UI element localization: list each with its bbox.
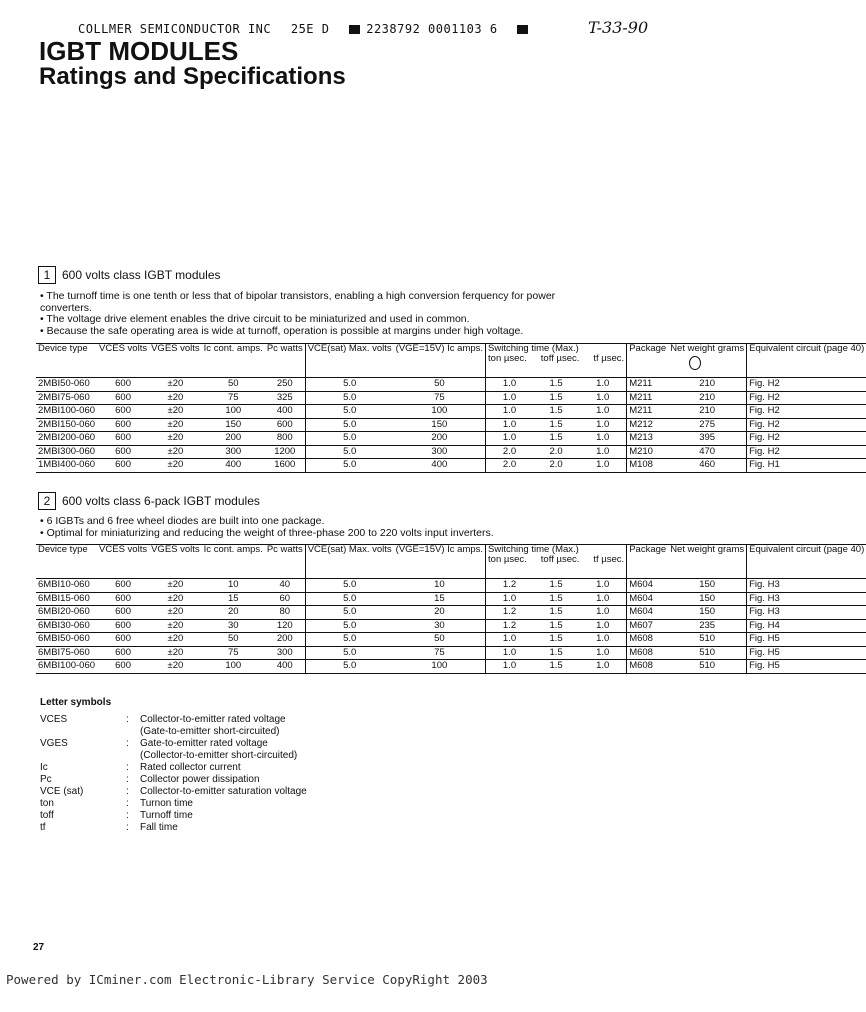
table-cell: 15 (394, 592, 486, 606)
bullet: • The voltage drive element enables the drive circuit to be miniaturized and used in common. (40, 313, 470, 325)
table-cell: 600 (97, 606, 149, 620)
table-cell: 395 (668, 432, 746, 446)
letter-symbol-row (40, 798, 307, 810)
table-cell: M608 (627, 646, 668, 660)
table-cell: 1.5 (533, 633, 579, 647)
spec-table-1 (36, 343, 866, 473)
table-cell: 100 (202, 660, 265, 674)
table-cell: 75 (202, 646, 265, 660)
table-cell: 10 (202, 579, 265, 593)
table-cell: 100 (202, 405, 265, 419)
table-cell: 1.2 (486, 606, 533, 620)
col-tf: tf µsec. (593, 352, 625, 364)
table-cell: 1.5 (533, 391, 579, 405)
table-cell: Fig. H3 (747, 592, 866, 606)
table-cell: 75 (394, 646, 486, 660)
table-cell: M108 (627, 459, 668, 473)
table-cell: 150 (394, 418, 486, 432)
bullet: • Optimal for miniaturizing and reducing the weight of three-phase 200 to 220 volts input inverters. (40, 526, 494, 539)
table-cell: 5.0 (305, 633, 393, 647)
table-cell: 5.0 (305, 660, 393, 674)
table-row (36, 418, 866, 432)
table-cell: Fig. H3 (747, 606, 866, 620)
table-row (36, 606, 866, 620)
symbol: VCE (sat) (40, 786, 84, 797)
table-cell: 1.5 (533, 579, 579, 593)
table-cell: 600 (97, 405, 149, 419)
table-cell: ±20 (149, 432, 202, 446)
table-cell: 600 (97, 445, 149, 459)
table-cell: 1.0 (486, 405, 533, 419)
table-cell: ±20 (149, 579, 202, 593)
col-toff: toff µsec. (540, 352, 580, 364)
table-cell: 600 (97, 579, 149, 593)
table-cell: ±20 (149, 378, 202, 392)
table-cell: 1.0 (579, 459, 627, 473)
symbol-description: (Collector-to-emitter short-circuited) (140, 750, 298, 761)
table-cell: 5.0 (305, 391, 393, 405)
spec-table-2 (36, 544, 866, 674)
table-cell: Fig. H2 (747, 378, 866, 392)
table-cell: 600 (97, 418, 149, 432)
col-vces: VCES volts (97, 545, 149, 579)
table-cell: 200 (265, 633, 305, 647)
device-type-cell: 6MBI50-060 (36, 633, 97, 647)
table-cell: 400 (265, 660, 305, 674)
col-switching (486, 545, 627, 579)
col-vcesat: VCE(sat) Max. volts (305, 344, 393, 378)
table-cell: 275 (668, 418, 746, 432)
table-cell: 1.5 (533, 418, 579, 432)
table-cell: 1.0 (579, 592, 627, 606)
symbol: VGES (40, 738, 68, 749)
symbol (40, 750, 126, 762)
table-cell: 600 (97, 378, 149, 392)
table-cell: M211 (627, 378, 668, 392)
table-cell: ±20 (149, 646, 202, 660)
table-cell: 600 (97, 619, 149, 633)
table-cell: 400 (394, 459, 486, 473)
table-cell: 800 (265, 432, 305, 446)
bullet: • 6 IGBTs and 6 free wheel diodes are built into one package. (40, 515, 325, 527)
barcode-mark (349, 25, 360, 34)
table-cell: 1.2 (486, 619, 533, 633)
table-cell: 510 (668, 633, 746, 647)
section2-heading (38, 492, 260, 510)
table-row (36, 391, 866, 405)
table-cell: Fig. H5 (747, 646, 866, 660)
col-switching (486, 344, 627, 378)
table-cell: M210 (627, 445, 668, 459)
table-cell: 50 (394, 378, 486, 392)
table-cell: M604 (627, 606, 668, 620)
table-cell: 5.0 (305, 646, 393, 660)
colon: : (126, 774, 129, 785)
table-cell: 15 (202, 592, 265, 606)
col-weight: Net weight grams (668, 545, 746, 579)
table-cell: 40 (265, 579, 305, 593)
table-cell: 400 (202, 459, 265, 473)
page-title: IGBT MODULES (39, 36, 239, 66)
bullet: • Because the safe operating area is wide at turnoff, operation is possible at margins under high voltage. (40, 324, 524, 337)
table-cell: ±20 (149, 391, 202, 405)
table-cell: 100 (394, 405, 486, 419)
section1-title: 600 volts class IGBT modules (62, 268, 221, 282)
symbol-description: Collector power dissipation (140, 774, 260, 785)
table-cell: 1.0 (486, 633, 533, 647)
table-cell: M608 (627, 660, 668, 674)
table-cell: Fig. H1 (747, 459, 866, 473)
table-cell: 80 (265, 606, 305, 620)
table-cell: ±20 (149, 445, 202, 459)
table-cell: 5.0 (305, 592, 393, 606)
col-vge-cond: (VGE=15V) Ic amps. (394, 545, 486, 579)
page-subtitle: Ratings and Specifications (39, 63, 346, 90)
table-cell: 600 (97, 633, 149, 647)
table-row (36, 432, 866, 446)
table-cell: Fig. H2 (747, 445, 866, 459)
table-cell: 600 (97, 432, 149, 446)
table-cell: Fig. H3 (747, 579, 866, 593)
table-cell: 325 (265, 391, 305, 405)
table-cell: 600 (97, 459, 149, 473)
col-vge-cond: (VGE=15V) Ic amps. (394, 344, 486, 378)
device-type-cell: 6MBI100-060 (38, 660, 96, 671)
table-cell: 1.0 (579, 391, 627, 405)
col-vges: VGES volts (149, 344, 202, 378)
table-cell: 510 (668, 660, 746, 674)
table-cell: 150 (202, 418, 265, 432)
table-cell: 150 (668, 606, 746, 620)
table-cell: 30 (394, 619, 486, 633)
table-cell: 5.0 (305, 579, 393, 593)
device-type-cell: 2MBI100-060 (38, 405, 96, 416)
table-cell: 1200 (265, 445, 305, 459)
table-cell: 100 (394, 660, 486, 674)
device-type-cell: 6MBI15-060 (36, 592, 97, 606)
col-package: Package (627, 545, 668, 579)
symbol-description: Collector-to-emitter saturation voltage (140, 786, 307, 797)
table-cell: 50 (202, 633, 265, 647)
table-cell: 600 (97, 660, 149, 674)
table-cell: 235 (668, 619, 746, 633)
table-cell: Fig. H4 (747, 619, 866, 633)
symbol-description: Turnon time (140, 798, 193, 809)
col-pc: Pc watts (265, 545, 305, 579)
table-cell: 1.5 (533, 405, 579, 419)
letter-symbol-row (40, 714, 307, 726)
table-cell: 300 (394, 445, 486, 459)
table-cell: ±20 (149, 606, 202, 620)
table-row (36, 592, 866, 606)
symbol-description: (Gate-to-emitter short-circuited) (140, 726, 280, 737)
section2-title: 600 volts class 6-pack IGBT modules (62, 494, 260, 508)
symbol-description: Collector-to-emitter rated voltage (140, 714, 286, 725)
colon: : (126, 738, 129, 749)
letter-symbols-title: Letter symbols (40, 697, 112, 708)
doc-header (78, 22, 534, 36)
table-cell: 1.0 (486, 432, 533, 446)
table-cell: 1.0 (579, 378, 627, 392)
table-cell: 2.0 (486, 445, 533, 459)
table-cell: 210 (668, 405, 746, 419)
table-cell: 1.0 (486, 646, 533, 660)
col-pc: Pc watts (265, 344, 305, 378)
table-cell: 1.0 (579, 619, 627, 633)
device-type-cell: 6MBI10-060 (36, 579, 97, 593)
col-vges: VGES volts (149, 545, 202, 579)
device-type-cell: 1MBI400-060 (38, 459, 96, 470)
table-cell: ±20 (149, 619, 202, 633)
table-cell: 5.0 (305, 418, 393, 432)
col-vcesat: VCE(sat) Max. volts (305, 545, 393, 579)
table-row (36, 646, 866, 660)
device-type-cell: 2MBI75-060 (36, 391, 97, 405)
col-circuit: Equivalent circuit (page 40) (747, 344, 866, 378)
bullet: • The turnoff time is one tenth or less that of bipolar transistors, enabling a high conversion ferquency for power converters. (40, 290, 556, 314)
table-cell: 5.0 (305, 445, 393, 459)
colon: : (126, 762, 129, 773)
symbol: toff (40, 810, 54, 821)
colon: : (126, 786, 129, 797)
table-cell: 5.0 (305, 378, 393, 392)
table-cell: 1.5 (533, 592, 579, 606)
table-cell: 1.0 (579, 405, 627, 419)
letter-symbol-row (40, 810, 307, 822)
table-cell: 1.0 (579, 660, 627, 674)
table-cell: 1.5 (533, 432, 579, 446)
device-type-cell: 6MBI30-060 (36, 619, 97, 633)
table-cell: ±20 (149, 418, 202, 432)
table-cell: Fig. H5 (747, 660, 866, 674)
col-toff: toff µsec. (540, 553, 580, 565)
col-package: Package (627, 344, 668, 378)
col-ton: ton µsec. (488, 352, 527, 364)
letter-symbol-row (40, 822, 307, 834)
table-cell: 5.0 (305, 432, 393, 446)
symbol-description: Fall time (140, 822, 178, 833)
table-cell: Fig. H5 (747, 633, 866, 647)
symbol-description: Gate-to-emitter rated voltage (140, 738, 268, 749)
table-cell: 1.0 (579, 633, 627, 647)
table-cell: 1.0 (486, 378, 533, 392)
table-cell: 1.0 (486, 391, 533, 405)
symbol: Pc (40, 774, 52, 785)
device-type-cell: 2MBI200-060 (38, 432, 96, 443)
col-ic: Ic cont. amps. (202, 344, 265, 378)
table-cell: M211 (627, 405, 668, 419)
barcode-mark-2 (517, 25, 528, 34)
section1-heading (38, 266, 221, 284)
table-cell: Fig. H2 (747, 405, 866, 419)
table-cell: 75 (394, 391, 486, 405)
table-cell: 1.0 (486, 592, 533, 606)
section2-number: 2 (38, 492, 56, 510)
table-cell: 1.5 (533, 646, 579, 660)
symbol-description: Turnoff time (140, 810, 193, 821)
device-type-cell: 2MBI150-060 (38, 418, 96, 430)
symbol: Ic (40, 762, 48, 773)
colon (126, 750, 140, 762)
device-type-cell: 2MBI300-060 (38, 445, 96, 457)
table-row (36, 378, 866, 392)
col-device: Device type (36, 344, 97, 378)
table-cell: 1.0 (579, 579, 627, 593)
table-cell: 2.0 (533, 459, 579, 473)
table-cell: 1.5 (533, 619, 579, 633)
table-cell: 150 (668, 579, 746, 593)
table-cell: Fig. H2 (747, 418, 866, 432)
table-cell: ±20 (149, 592, 202, 606)
symbol (40, 726, 126, 738)
table-cell: 600 (265, 418, 305, 432)
letter-symbol-row (40, 786, 307, 798)
table-cell: 2.0 (486, 459, 533, 473)
col-ton: ton µsec. (488, 553, 527, 565)
table-cell: 50 (202, 378, 265, 392)
table-cell: 600 (97, 391, 149, 405)
col-vces: VCES volts (97, 344, 149, 378)
section2-bullets (40, 516, 600, 539)
section1-bullets (40, 291, 600, 337)
colon: : (126, 810, 129, 821)
table-cell: 1.0 (579, 646, 627, 660)
table-cell: 1.0 (486, 418, 533, 432)
table-cell: 1600 (265, 459, 305, 473)
table-cell: 1.0 (579, 606, 627, 620)
letter-symbol-row (40, 726, 307, 738)
col-circuit: Equivalent circuit (page 40) (747, 545, 866, 579)
table-cell: 600 (97, 646, 149, 660)
handwritten-note: T-33-90 (588, 18, 649, 37)
device-type-cell: 6MBI75-060 (36, 646, 97, 660)
table-cell: 75 (202, 391, 265, 405)
table-cell: M604 (627, 592, 668, 606)
colon (126, 726, 140, 738)
table-cell: M212 (627, 418, 668, 432)
table-cell: 5.0 (305, 619, 393, 633)
colon: : (126, 798, 129, 809)
page-number: 27 (33, 942, 45, 953)
col-device: Device type (36, 545, 97, 579)
table-cell: M211 (627, 391, 668, 405)
table-row (36, 579, 866, 593)
table-cell: 250 (265, 378, 305, 392)
table-cell: 1.0 (579, 445, 627, 459)
table-cell: M604 (627, 579, 668, 593)
device-type-cell: 6MBI20-060 (36, 606, 97, 620)
table-cell: 150 (668, 592, 746, 606)
table-cell: 1.0 (486, 660, 533, 674)
switching-label: Switching time (Max.) (488, 343, 579, 354)
table-cell: 210 (668, 391, 746, 405)
table-cell: 20 (394, 606, 486, 620)
col-ic: Ic cont. amps. (202, 545, 265, 579)
letter-symbol-row (40, 738, 307, 750)
table-cell: 2.0 (533, 445, 579, 459)
table-cell: M213 (627, 432, 668, 446)
table-cell: 5.0 (305, 606, 393, 620)
table-cell: Fig. H2 (747, 432, 866, 446)
table-cell: 200 (202, 432, 265, 446)
symbol: tf (40, 822, 46, 833)
table-cell: M607 (627, 619, 668, 633)
table-cell: 5.0 (305, 459, 393, 473)
table-cell: 50 (394, 633, 486, 647)
table-cell: 470 (668, 445, 746, 459)
table-cell: 1.2 (486, 579, 533, 593)
punch-hole-mark (689, 356, 701, 370)
header-code-2: 2238792 0001103 6 (366, 22, 498, 36)
table-cell: 400 (265, 405, 305, 419)
table-cell: 1.5 (533, 660, 579, 674)
col-tf: tf µsec. (593, 553, 625, 565)
switching-label: Switching time (Max.) (488, 544, 579, 555)
table-row (36, 619, 866, 633)
letter-symbol-row (40, 750, 307, 762)
table-cell: 600 (97, 592, 149, 606)
table-cell: 1.5 (533, 378, 579, 392)
letter-symbol-row (40, 762, 307, 774)
table-cell: M608 (627, 633, 668, 647)
table-cell: 120 (265, 619, 305, 633)
table-cell: 20 (202, 606, 265, 620)
table-cell: 60 (265, 592, 305, 606)
table-row (36, 660, 866, 674)
table-row (36, 633, 866, 647)
table-cell: ±20 (149, 405, 202, 419)
footer-credit: Powered by ICminer.com Electronic-Library Service CopyRight 2003 (6, 972, 488, 987)
table-cell: 300 (265, 646, 305, 660)
table-cell: 200 (394, 432, 486, 446)
symbol: ton (40, 798, 54, 809)
table-row (36, 445, 866, 459)
table-cell: ±20 (149, 633, 202, 647)
colon: : (126, 822, 129, 833)
table-cell: Fig. H2 (747, 391, 866, 405)
table-row (36, 459, 866, 473)
table-cell: 460 (668, 459, 746, 473)
col-weight: Net weight grams (668, 344, 746, 378)
table-cell: 1.0 (579, 432, 627, 446)
table-cell: 5.0 (305, 405, 393, 419)
table-cell: 210 (668, 378, 746, 392)
table-cell: 30 (202, 619, 265, 633)
table-cell: 10 (394, 579, 486, 593)
symbol-description: Rated collector current (140, 762, 241, 773)
header-code-1: 25E D (290, 22, 330, 36)
colon: : (126, 714, 129, 725)
table-row (36, 405, 866, 419)
section1-number: 1 (38, 266, 56, 284)
letter-symbol-row (40, 774, 307, 786)
table-cell: 1.5 (533, 606, 579, 620)
symbol: VCES (40, 714, 68, 725)
table-cell: 510 (668, 646, 746, 660)
table-cell: 300 (202, 445, 265, 459)
table-cell: ±20 (149, 459, 202, 473)
company-name: COLLMER SEMICONDUCTOR INC (78, 22, 272, 36)
device-type-cell: 2MBI50-060 (36, 378, 97, 392)
table-cell: ±20 (149, 660, 202, 674)
table-cell: 1.0 (579, 418, 627, 432)
letter-symbols (40, 697, 307, 834)
